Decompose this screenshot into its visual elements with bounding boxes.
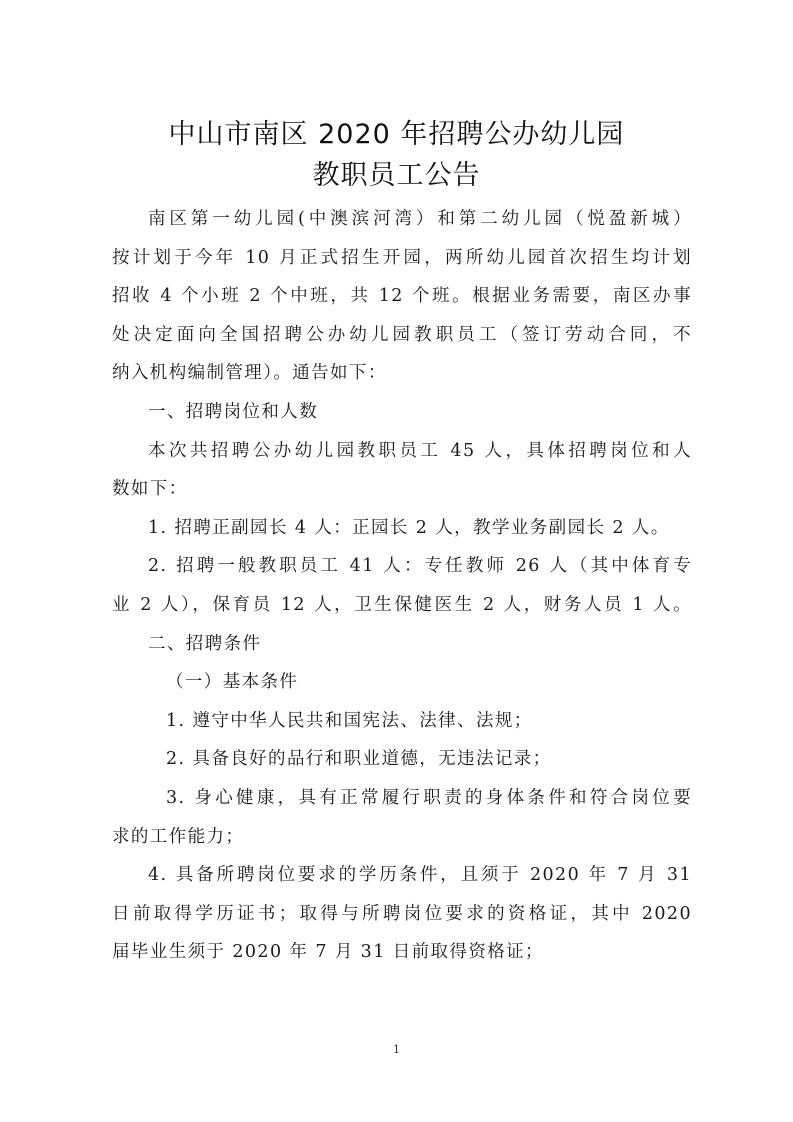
section-2-item-2: 2. 具备良好的品行和职业道德，无违法记录；	[166, 749, 552, 770]
intro-line-2: 按计划于今年 10 月正式招生开园，两所幼儿园首次招生均计划	[112, 247, 692, 268]
intro-line-3: 招收 4 个小班 2 个中班，共 12 个班。根据业务需要，南区办事	[112, 286, 692, 307]
document-body	[112, 200, 692, 972]
section-2-sub-heading: （一）基本条件	[166, 672, 299, 693]
document-title-line-1: 中山市南区 2020 年招聘公办幼儿园	[168, 119, 625, 150]
section-2-item-4-line-3: 届毕业生须于 2020 年 7 月 31 日前取得资格证；	[112, 942, 544, 963]
intro-line-1: 南区第一幼儿园(中澳滨河湾）和第二幼儿园（悦盈新城）	[148, 209, 692, 229]
section-2-item-3-line-1: 3. 身心健康，具有正常履行职责的身体条件和符合岗位要	[166, 787, 692, 808]
section-1-para-line-1: 本次共招聘公办幼儿园教职员工 45 人，具体招聘岗位和人	[148, 440, 692, 461]
page-number: 1	[393, 1043, 400, 1056]
section-1-item-2-line-1: 2. 招聘一般教职员工 41 人：专任教师 26 人（其中体育专	[148, 556, 692, 577]
intro-line-5: 纳入机构编制管理）。通告如下：	[112, 363, 387, 384]
section-2-item-3-line-2: 求的工作能力；	[112, 826, 245, 847]
section-1-item-1: 1. 招聘正副园长 4 人：正园长 2 人，教学业务副园长 2 人。	[148, 517, 670, 538]
section-1-item-2-line-2: 业 2 人），保育员 12 人，卫生保健医生 2 人，财务人员 1 人。	[112, 594, 692, 615]
section-1-para-line-2: 数如下：	[112, 479, 188, 500]
section-2-item-4-line-2: 日前取得学历证书；取得与所聘岗位要求的资格证，其中 2020	[112, 903, 692, 924]
section-2-item-1: 1. 遵守中华人民共和国宪法、法律、法规；	[166, 710, 533, 731]
document-title-line-2: 教职员工公告	[312, 160, 481, 191]
intro-line-4: 处决定面向全国招聘公办幼儿园教职员工（签订劳动合同，不	[112, 324, 692, 345]
section-2-item-4-line-1: 4. 具备所聘岗位要求的学历条件，且须于 2020 年 7 月 31	[148, 865, 692, 886]
section-1-heading: 一、招聘岗位和人数	[148, 401, 319, 422]
section-2-heading: 二、招聘条件	[148, 633, 262, 654]
